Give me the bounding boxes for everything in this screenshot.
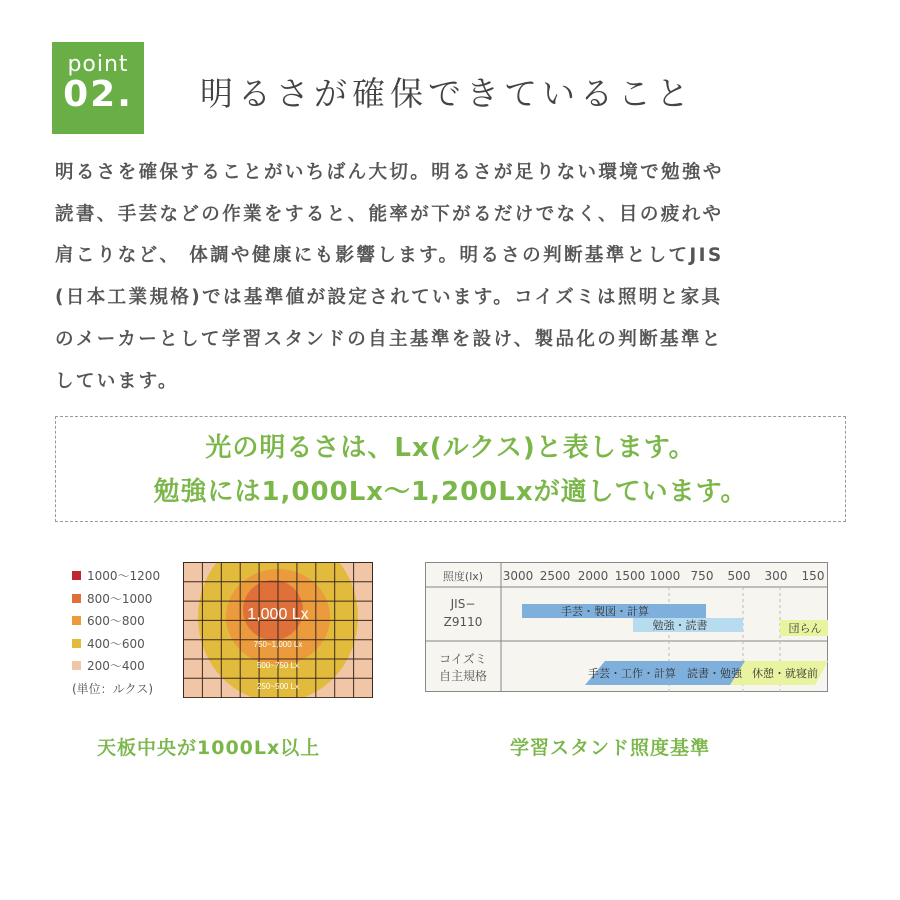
scale-tick: 500 — [727, 569, 751, 583]
body-line: のメーカーとして学習スタンドの自主基準を設け、製品化の判断基準と — [55, 328, 723, 350]
badge-number: 02. — [63, 74, 133, 115]
legend-label: 1000～1200 — [87, 569, 161, 583]
legend-swatch — [72, 639, 81, 648]
legend-label: 600～800 — [87, 614, 145, 628]
row-label: Z9110 — [443, 615, 483, 629]
legend-label: 200～400 — [87, 659, 145, 673]
scale-tick: 3000 — [502, 569, 534, 583]
legend-label: 800～1000 — [87, 591, 153, 606]
callout-line: 勉強には1,000Lx～1,200Lxが適しています。 — [153, 477, 748, 507]
table-header: 照度(lx) — [442, 570, 484, 583]
bar-label: 団らん — [788, 622, 822, 635]
zone-label: 250~500 Lx — [256, 682, 300, 691]
legend-item — [72, 588, 160, 611]
row-label: 自主規格 — [438, 669, 488, 683]
illuminance-standard-table — [425, 562, 830, 694]
scale-tick: 150 — [801, 569, 825, 583]
legend-swatch — [72, 571, 81, 580]
row-label: コイズミ — [439, 652, 487, 666]
body-line: 明るさを確保することがいちばん大切。明るさが足りない環境で勉強や — [55, 162, 724, 183]
body-line: しています。 — [55, 370, 179, 392]
scale-tick: 2500 — [539, 569, 571, 583]
scale-tick: 2000 — [577, 569, 609, 583]
legend-label: 400～600 — [87, 636, 145, 651]
legend-item — [72, 655, 160, 678]
bar-label: 勉強・読書 — [652, 619, 708, 632]
scale-tick: 300 — [764, 569, 788, 583]
zone-label: 500~750 Lx — [256, 661, 300, 670]
legend-item — [72, 565, 160, 588]
legend-swatch — [72, 616, 81, 625]
section-title: 明るさが確保できていること — [200, 74, 694, 113]
callout-line: 光の明るさは、Lx(ルクス)と表します。 — [205, 433, 696, 463]
legend-item — [72, 610, 160, 633]
body-line: 肩こりなど、 体調や健康にも影響します。明るさの判断基準としてJIS — [55, 245, 724, 267]
body-text — [55, 152, 855, 402]
legend-item — [72, 633, 160, 656]
heatmap-caption: 天板中央が1000Lx以上 — [97, 737, 321, 759]
scale-tick: 1000 — [649, 569, 681, 583]
bar-label: 休憩・就寝前 — [752, 667, 818, 680]
scale-tick: 1500 — [614, 569, 646, 583]
row-label: JIS− — [450, 597, 476, 611]
scale-tick: 750 — [690, 569, 714, 583]
body-line: 読書、手芸などの作業をすると、能率が下がるだけでなく、目の疲れや — [55, 203, 724, 225]
zone-label: 750~1,000 Lx — [253, 640, 303, 649]
table-caption: 学習スタンド照度基準 — [510, 737, 711, 759]
badge-word: point — [67, 52, 129, 77]
legend-swatch — [72, 594, 81, 603]
legend-swatch — [72, 661, 81, 670]
heatmap-legend — [72, 565, 160, 700]
illuminance-heatmap — [183, 562, 373, 698]
bar-label: 手芸・工作・計算 読書・勉強 — [588, 667, 742, 680]
center-value: 1,000 Lx — [247, 606, 309, 623]
body-line: (日本工業規格)では基準値が設定されています。コイズミは照明と家具 — [55, 287, 723, 309]
legend-unit: (単位：ルクス) — [72, 681, 154, 696]
callout-box — [55, 416, 846, 522]
point-badge — [52, 42, 144, 134]
bar-label: 手芸・製図・計算 — [561, 605, 649, 618]
